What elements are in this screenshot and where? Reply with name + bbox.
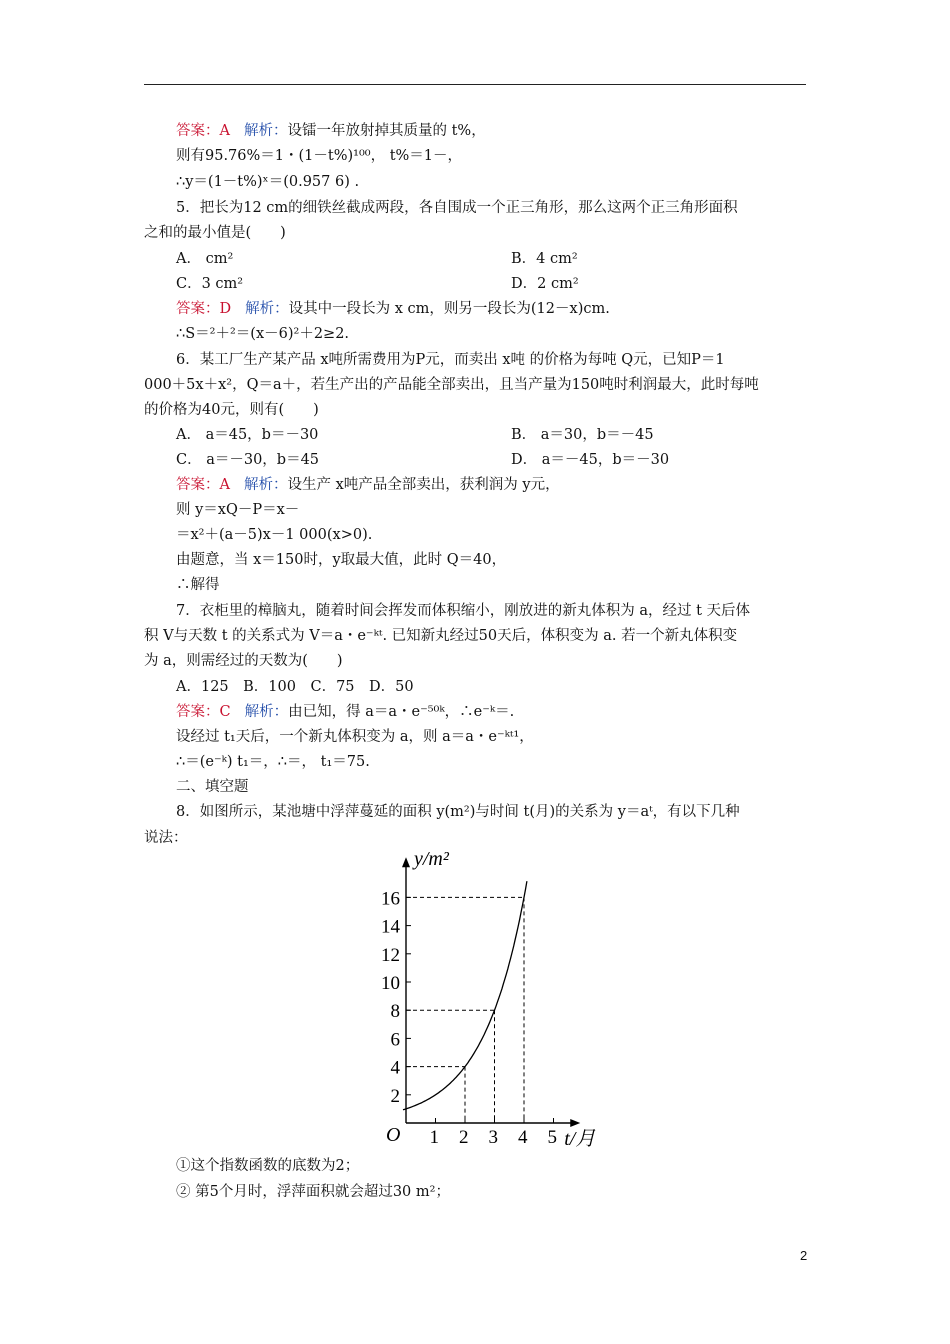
origin-label: O <box>386 1124 401 1146</box>
y-tick-label: 8 <box>390 1001 400 1023</box>
analysis-text: 设镭一年放射掉其质量的 t%， <box>287 123 486 139</box>
y-tick-label: 12 <box>381 944 400 966</box>
q5-option-d: D．2 cm² <box>511 276 579 292</box>
q6-stem-1: 6．某工厂生产某产品 x吨所需费用为P元，而卖出 x吨 的价格为每吨 Q元，已知P＝1 <box>176 352 725 368</box>
q8-statement-1: ①这个指数函数的底数为2； <box>176 1158 360 1174</box>
analysis-label: 解析： <box>243 123 288 139</box>
q6-option-d: D． a＝－45，b＝－30 <box>511 452 670 468</box>
q7-stem-3: 为 a，则需经过的天数为( ) <box>144 653 343 669</box>
x-tick-label: 1 <box>429 1127 439 1148</box>
x-tick-label: 2 <box>459 1127 469 1148</box>
header-rule <box>144 84 806 85</box>
q4-line-3: ∴y＝(1－t%)ˣ＝(0.957 6) . <box>176 174 360 190</box>
answer-label: 答案：C <box>176 704 231 720</box>
y-tick-label: 2 <box>390 1085 400 1107</box>
analysis-text: 设其中一段长为 x cm，则另一段长为(12－x)cm. <box>288 301 610 317</box>
q7-stem-2: 积 V与天数 t 的关系式为 V＝a・e⁻ᵏᵗ. 已知新丸经过50天后，体积变为 a. 若一个新丸体积变 <box>144 628 738 644</box>
y-tick-label: 16 <box>381 888 400 910</box>
q4-line-2: 则有95.76%＝1・(1－t%)¹⁰⁰， t%＝1－， <box>176 148 463 164</box>
y-tick-label: 14 <box>381 916 400 938</box>
y-axis-label: y/m² <box>414 848 449 871</box>
q7-stem-1: 7．衣柜里的樟脑丸，随着时间会挥发而体积缩小，刚放进的新丸体积为 a，经过 t 天后体 <box>176 603 751 619</box>
q7-options: A．125 B．100 C．75 D．50 <box>176 679 414 695</box>
x-tick-label: 5 <box>547 1127 557 1148</box>
q6-analysis-4: 由题意，当 x＝150时，y取最大值，此时 Q＝40， <box>176 552 507 568</box>
q6-option-c: C． a＝－30，b＝45 <box>176 452 320 468</box>
growth-chart <box>360 845 620 1155</box>
q6-analysis-5: ∴解得 <box>176 577 220 593</box>
q5-stem-1: 5．把长为12 cm的细铁丝截成两段，各自围成一个正三角形，那么这两个正三角形面积 <box>176 200 738 216</box>
answer-label: 答案：A <box>176 123 230 139</box>
x-axis-label: t/月 <box>564 1128 596 1150</box>
q8-stem-1: 8．如图所示，某池塘中浮萍蔓延的面积 y(m²)与时间 t(月)的关系为 y＝aᵗ，有以下几种 <box>176 804 740 820</box>
q5-option-a: A． cm² <box>176 251 234 267</box>
q5-analysis-2: ∴S＝²＋²＝(x－6)²＋2≥2. <box>176 326 350 342</box>
answer-label: 答案：D <box>176 301 232 317</box>
q6-analysis-2: 则 y＝xQ－P＝x－ <box>176 502 300 518</box>
q6-answer-line <box>176 475 560 495</box>
y-tick-label: 4 <box>390 1057 400 1079</box>
y-tick-label: 6 <box>390 1029 400 1051</box>
q7-analysis-3: ∴＝(e⁻ᵏ) t₁＝，∴＝， t₁＝75. <box>176 754 370 770</box>
x-tick-label: 3 <box>488 1127 498 1148</box>
q6-option-a: A． a＝45，b＝－30 <box>176 427 319 443</box>
analysis-label: 解析： <box>243 477 288 493</box>
q6-stem-2: 000＋5x＋x²，Q＝a＋，若生产出的产品能全部卖出，且当产量为150吨时利润最大，此时每吨 <box>144 377 759 393</box>
x-axis-arrow <box>570 1119 580 1127</box>
q4-answer-line <box>176 121 486 141</box>
q5-stem-2: 之和的最小值是( ) <box>144 225 286 241</box>
y-axis-arrow <box>402 857 410 867</box>
q5-option-c: C．3 cm² <box>176 276 244 292</box>
q5-option-b: B．4 cm² <box>511 251 578 267</box>
q8-stem-2: 说法： <box>144 830 188 846</box>
answer-label: 答案：A <box>176 477 230 493</box>
q6-analysis-3: ＝x²＋(a－5)x－1 000(x>0). <box>176 527 373 543</box>
q6-stem-3: 的价格为40元，则有( ) <box>144 402 319 418</box>
analysis-text: 由已知，得 a＝a・e⁻⁵⁰ᵏ，∴e⁻ᵏ＝. <box>288 704 515 720</box>
page-number: 2 <box>800 1248 808 1263</box>
analysis-label: 解析： <box>245 301 289 317</box>
y-tick-label: 10 <box>381 973 400 994</box>
q8-statement-2: ② 第5个月时，浮萍面积就会超过30 m²； <box>176 1184 450 1200</box>
q7-analysis-2: 设经过 t₁天后，一个新丸体积变为 a，则 a＝a・e⁻ᵏᵗ¹， <box>176 729 534 745</box>
analysis-text: 设生产 x吨产品全部卖出，获利润为 y元， <box>287 477 560 493</box>
q7-answer-line <box>176 702 514 722</box>
section-title: 二、填空题 <box>176 779 249 795</box>
analysis-label: 解析： <box>244 704 289 720</box>
x-tick-label: 4 <box>518 1127 528 1148</box>
q6-option-b: B． a＝30，b＝－45 <box>511 427 654 443</box>
q5-answer-line <box>176 299 610 319</box>
